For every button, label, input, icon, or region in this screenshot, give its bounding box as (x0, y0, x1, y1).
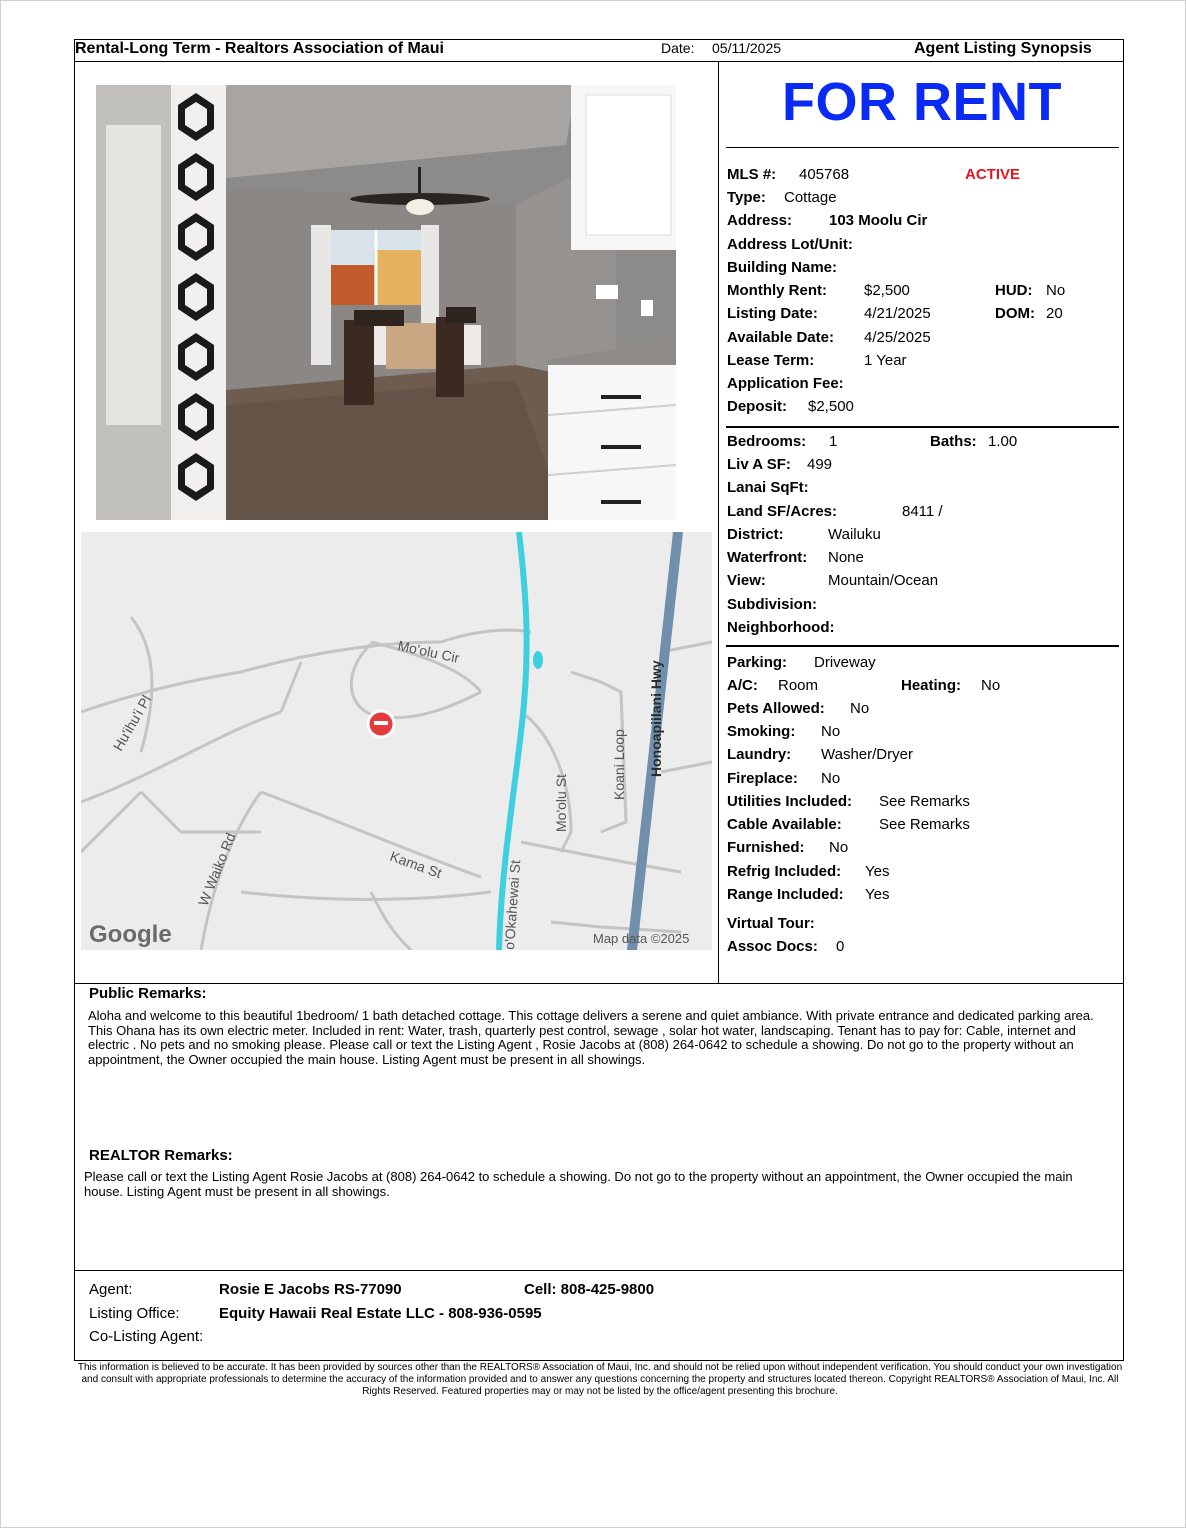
parking-label: Parking: (727, 654, 788, 671)
synopsis-title: Agent Listing Synopsis (914, 40, 1092, 57)
living-sf-label: Liv A SF: (727, 456, 791, 473)
doc-title: Rental-Long Term - Realtors Association of Maui (75, 40, 444, 57)
furnished-value: No (829, 839, 849, 856)
pets-value: No (850, 700, 870, 717)
map-label-highway: Honoapiilani Hwy (648, 660, 664, 777)
refrig-value: Yes (865, 863, 890, 880)
ac-label: A/C: (727, 677, 758, 694)
type-value: Cottage (784, 189, 837, 206)
listing-rule (726, 426, 1119, 428)
status-badge: ACTIVE (965, 166, 1021, 183)
date-label: Date: (661, 40, 695, 56)
range-label: Range Included: (727, 886, 844, 903)
district-label: District: (727, 526, 784, 543)
map-label-moolu-cir: Mo'olu Cir (396, 637, 461, 666)
address-label: Address: (727, 212, 793, 229)
waterfront-label: Waterfront: (727, 549, 808, 566)
smoking-label: Smoking: (727, 723, 796, 740)
agent-cell: Cell: 808-425-9800 (524, 1281, 655, 1298)
for-rent-banner: FOR RENT (782, 72, 1062, 132)
fireplace-label: Fireplace: (727, 770, 798, 787)
google-logo: Google (89, 921, 172, 948)
mls-value: 405768 (799, 166, 850, 183)
utilities-label: Utilities Included: (727, 793, 853, 810)
hud-value: No (1046, 282, 1066, 299)
assoc-docs-label: Assoc Docs: (727, 938, 818, 955)
header-divider (74, 61, 1124, 62)
laundry-label: Laundry: (727, 746, 792, 763)
location-map (81, 532, 712, 950)
baths-label: Baths: (930, 433, 977, 450)
heating-value: No (981, 677, 1001, 694)
map-label-w-waiko-rd: W Waiko Rd (194, 830, 239, 909)
details-bottom-divider (74, 983, 1124, 984)
map-label-kama-st: Kama St (387, 847, 444, 882)
available-date-value: 4/25/2025 (864, 329, 931, 346)
building-name-label: Building Name: (727, 259, 838, 276)
public-remarks-title: Public Remarks: (89, 985, 207, 1002)
virtual-tour-label: Virtual Tour: (727, 915, 815, 932)
map-label-koani-loop: Koani Loop (611, 729, 627, 800)
assoc-docs-value: 0 (836, 938, 845, 955)
monthly-rent-value: $2,500 (864, 282, 910, 299)
laundry-value: Washer/Dryer (821, 746, 913, 763)
banner-rule (726, 147, 1119, 148)
range-value: Yes (865, 886, 890, 903)
lease-term-value: 1 Year (864, 352, 907, 369)
view-value: Mountain/Ocean (828, 572, 939, 589)
ac-value: Room (778, 677, 819, 694)
street-map (81, 532, 712, 950)
land-sf-value: 8411 / (902, 503, 943, 520)
utilities-value: See Remarks (879, 793, 970, 810)
waterfront-value: None (828, 549, 864, 566)
deposit-value: $2,500 (808, 398, 854, 415)
lanai-sqft-label: Lanai SqFt: (727, 479, 809, 496)
map-label-huihui-pl: Hu'ihu'i Pl (109, 692, 155, 754)
date-value: 05/11/2025 (712, 40, 782, 56)
property-rule (726, 645, 1119, 647)
disclaimer: This information is believed to be accurate. It has been provided by sources other than the REALTORS® Association of Maui, Inc. and should not be relied upon without independent verification. You should conduct your own investigation and consult with appropriate professionals to determine the accuracy of the information provided and to answer any questions concerning the property and structures located thereon. Copyright REALTORS® Association of Maui, Inc. All Rights Reserved. Featured properties may or may not be listed by the office/agent presenting this brochure. (77, 1362, 1123, 1397)
view-label: View: (727, 572, 766, 589)
hud-label: HUD: (995, 282, 1033, 299)
furnished-label: Furnished: (727, 839, 805, 856)
bedrooms-value: 1 (829, 433, 838, 450)
map-label-okahewai-st: o'Okahewai St (501, 859, 524, 950)
co-listing-label: Co-Listing Agent: (89, 1328, 204, 1345)
realtor-remarks-title: REALTOR Remarks: (89, 1147, 233, 1164)
column-divider (718, 62, 719, 983)
mls-label: MLS #: (727, 166, 777, 183)
pets-label: Pets Allowed: (727, 700, 825, 717)
land-sf-label: Land SF/Acres: (727, 503, 838, 520)
map-label-moolu-st: Mo'olu St (553, 774, 569, 832)
office-label: Listing Office: (89, 1305, 180, 1322)
smoking-value: No (821, 723, 841, 740)
agent-label: Agent: (89, 1281, 133, 1298)
bedrooms-label: Bedrooms: (727, 433, 807, 450)
listing-date-label: Listing Date: (727, 305, 818, 322)
baths-value: 1.00 (988, 433, 1018, 450)
listing-date-value: 4/21/2025 (864, 305, 931, 322)
cable-value: See Remarks (879, 816, 970, 833)
address-value: 103 Moolu Cir (829, 212, 928, 229)
type-label: Type: (727, 189, 766, 206)
subdivision-label: Subdivision: (727, 596, 817, 613)
office-name: Equity Hawaii Real Estate LLC - 808-936-0595 (219, 1305, 542, 1322)
lot-unit-label: Address Lot/Unit: (727, 236, 853, 253)
public-remarks-text: Aloha and welcome to this beautiful 1bedroom/ 1 bath detached cottage. This cottage delivers a serene and quiet ambiance. With private entrance and dedicated parking area. This Ohana has its own electric meter. Included in rent: Water, trash, quarterly pest control, sewage , solar hot water, landscaping. Tenant has to pay for: Cable, internet and electric . No pets and no smoking please. Please call or text the Listing Agent , Rosie Jacobs at (808) 264-0642 to schedule a showing. Do not go to the property without an appointment, the Owner occupied the main house. Listing Agent must be present in all showings. (88, 1008, 1094, 1067)
cable-label: Cable Available: (727, 816, 842, 833)
monthly-rent-label: Monthly Rent: (727, 282, 827, 299)
refrig-label: Refrig Included: (727, 863, 842, 880)
map-credit: Map data ©2025 (593, 931, 690, 946)
heating-label: Heating: (901, 677, 961, 694)
dom-label: DOM: (995, 305, 1035, 322)
district-value: Wailuku (828, 526, 881, 543)
dining-room-photo (96, 85, 676, 520)
available-date-label: Available Date: (727, 329, 834, 346)
lease-term-label: Lease Term: (727, 352, 815, 369)
living-sf-value: 499 (807, 456, 833, 473)
remarks-bottom-divider (74, 1270, 1124, 1271)
parking-value: Driveway (814, 654, 876, 671)
agent-name: Rosie E Jacobs RS-77090 (219, 1281, 402, 1298)
deposit-label: Deposit: (727, 398, 787, 415)
dom-value: 20 (1046, 305, 1063, 322)
application-fee-label: Application Fee: (727, 375, 844, 392)
fireplace-value: No (821, 770, 841, 787)
neighborhood-label: Neighborhood: (727, 619, 835, 636)
realtor-remarks-text: Please call or text the Listing Agent Rosie Jacobs at (808) 264-0642 to schedule a showing. Do not go to the property without an appointment, the Owner occupied the main house. Listing Agent must be present in all showings. (84, 1169, 1073, 1199)
property-photo (96, 85, 676, 520)
